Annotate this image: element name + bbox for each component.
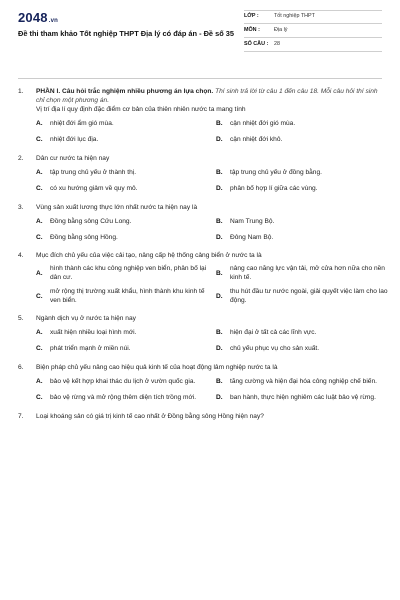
question-stem xyxy=(18,413,382,422)
option-d[interactable]: D. phân bố hợp lí giữa các vùng. xyxy=(216,184,318,192)
question-1 xyxy=(18,88,382,146)
site-logo[interactable] xyxy=(18,10,58,29)
question-stem xyxy=(18,204,382,213)
meta-label: LỚP : xyxy=(244,13,259,20)
question-stem xyxy=(18,364,382,373)
option-d[interactable]: D. cận nhiệt đới khô. xyxy=(216,135,283,143)
meta-row-count xyxy=(244,38,382,52)
header-divider xyxy=(18,78,382,79)
question-number: 5. xyxy=(18,314,24,322)
question-6 xyxy=(18,364,382,404)
meta-label: SỐ CÂU : xyxy=(244,40,269,47)
option-a[interactable]: A. xuất hiện nhiều loại hình mới. xyxy=(36,328,137,336)
question-stem xyxy=(18,88,382,115)
option-b[interactable]: B. cận nhiệt đới gió mùa. xyxy=(216,119,296,127)
option-b[interactable]: B. tập trung chủ yếu ở đồng bằng. xyxy=(216,168,322,176)
logo-number: 2048 xyxy=(18,10,48,25)
question-text-block xyxy=(36,88,382,115)
question-7 xyxy=(18,413,382,422)
option-c[interactable]: C. có xu hướng giảm về quy mô. xyxy=(36,184,138,192)
question-number: 7. xyxy=(18,412,24,420)
question-2 xyxy=(18,155,382,195)
option-a[interactable]: A. tập trung chủ yếu ở thành thị. xyxy=(36,168,137,176)
option-d[interactable]: D. thu hút đầu tư nước ngoài, giải quyết việc làm cho lao động. xyxy=(216,288,388,305)
question-text: Mục đích chủ yếu của việc cải tạo, nâng cấp hệ thống cảng biển ở nước ta là xyxy=(36,252,262,260)
option-b[interactable]: B. tăng cường và hiện đại hóa công nghiệp chế biến. xyxy=(216,377,377,385)
option-c[interactable]: C. Đồng bằng sông Hồng. xyxy=(36,233,118,241)
question-3 xyxy=(18,204,382,244)
logo-tld: .vn xyxy=(48,18,59,24)
question-stem xyxy=(18,315,382,324)
question-number: 4. xyxy=(18,252,24,260)
document-title: Đề thi tham khảo Tốt nghiệp THPT Địa lý có đáp án - Đề số 35 xyxy=(18,29,234,38)
option-grid xyxy=(18,265,388,306)
question-list xyxy=(18,88,388,431)
question-number: 2. xyxy=(18,154,24,162)
meta-row-subject xyxy=(244,24,382,38)
question-text: Ngành dịch vụ ở nước ta hiện nay xyxy=(36,314,136,322)
question-text: Loại khoáng sản có giá trị kinh tế cao nhất ở Đồng bằng sông Hồng hiện nay? xyxy=(36,412,264,420)
question-text: Vị trí địa lí quy định đặc điểm cơ bản của thiên nhiên nước ta mang tính xyxy=(36,105,246,113)
option-grid xyxy=(18,119,382,146)
meta-value: 28 xyxy=(274,40,280,47)
option-d[interactable]: D. Đông Nam Bộ. xyxy=(216,233,274,241)
meta-value: Địa lý xyxy=(274,26,288,33)
option-a[interactable]: A. Đồng bằng sông Cửu Long. xyxy=(36,217,132,225)
option-a[interactable]: A. hình thành các khu công nghiệp ven biển, phân bố lại dân cư. xyxy=(36,265,207,282)
option-d[interactable]: D. chủ yếu phục vụ cho sản xuất. xyxy=(216,344,320,352)
question-stem xyxy=(18,155,382,164)
section-note: Thí sinh trả lời từ câu 1 đến câu 18. Mỗi câu hỏi thí sinh chỉ chọn một phương án. xyxy=(36,88,378,104)
meta-value: Tốt nghiệp THPT xyxy=(274,13,315,20)
option-b[interactable]: B. nâng cao năng lực vận tải, mở cửa hơn nữa cho nền kinh tế. xyxy=(216,265,385,282)
option-grid xyxy=(18,328,382,355)
option-c[interactable]: C. bảo vệ rừng và mở rộng thêm diện tích trồng mới. xyxy=(36,393,197,401)
meta-label: MÔN : xyxy=(244,26,260,33)
question-stem xyxy=(18,252,382,261)
exam-meta-table xyxy=(244,10,382,52)
option-b[interactable]: B. Nam Trung Bộ. xyxy=(216,217,275,225)
question-text: Vùng sản xuất lương thực lớn nhất nước ta hiện nay là xyxy=(36,203,198,211)
option-c[interactable]: C. nhiệt đới lục địa. xyxy=(36,135,99,143)
question-number: 1. xyxy=(18,88,24,95)
option-d[interactable]: D. ban hành, thực hiện nghiêm các luật bảo vệ rừng. xyxy=(216,393,376,401)
option-c[interactable]: C. phát triển mạnh ở miền núi. xyxy=(36,344,131,352)
option-c[interactable]: C. mở rộng thị trường xuất khẩu, hình thành khu kinh tế ven biển. xyxy=(36,288,205,305)
option-a[interactable]: A. bảo vệ kết hợp khai thác du lịch ở vườn quốc gia. xyxy=(36,377,196,385)
option-grid xyxy=(18,168,382,195)
question-4 xyxy=(18,252,388,305)
option-grid xyxy=(18,216,382,243)
question-5 xyxy=(18,315,382,355)
option-grid xyxy=(18,377,382,404)
question-number: 6. xyxy=(18,363,24,371)
page-header xyxy=(18,10,382,66)
question-text: Dân cư nước ta hiện nay xyxy=(36,154,110,162)
question-number: 3. xyxy=(18,203,24,211)
question-text: Biện pháp chủ yếu nâng cao hiệu quả kinh tế của hoạt động lâm nghiệp nước ta là xyxy=(36,363,278,371)
option-a[interactable]: A. nhiệt đới ẩm gió mùa. xyxy=(36,119,114,127)
meta-row-class xyxy=(244,10,382,24)
section-title: PHẦN I. Câu hỏi trắc nghiệm nhiều phương án lựa chọn. xyxy=(36,88,214,95)
option-b[interactable]: B. hiện đại ở tất cả các lĩnh vực. xyxy=(216,328,317,336)
